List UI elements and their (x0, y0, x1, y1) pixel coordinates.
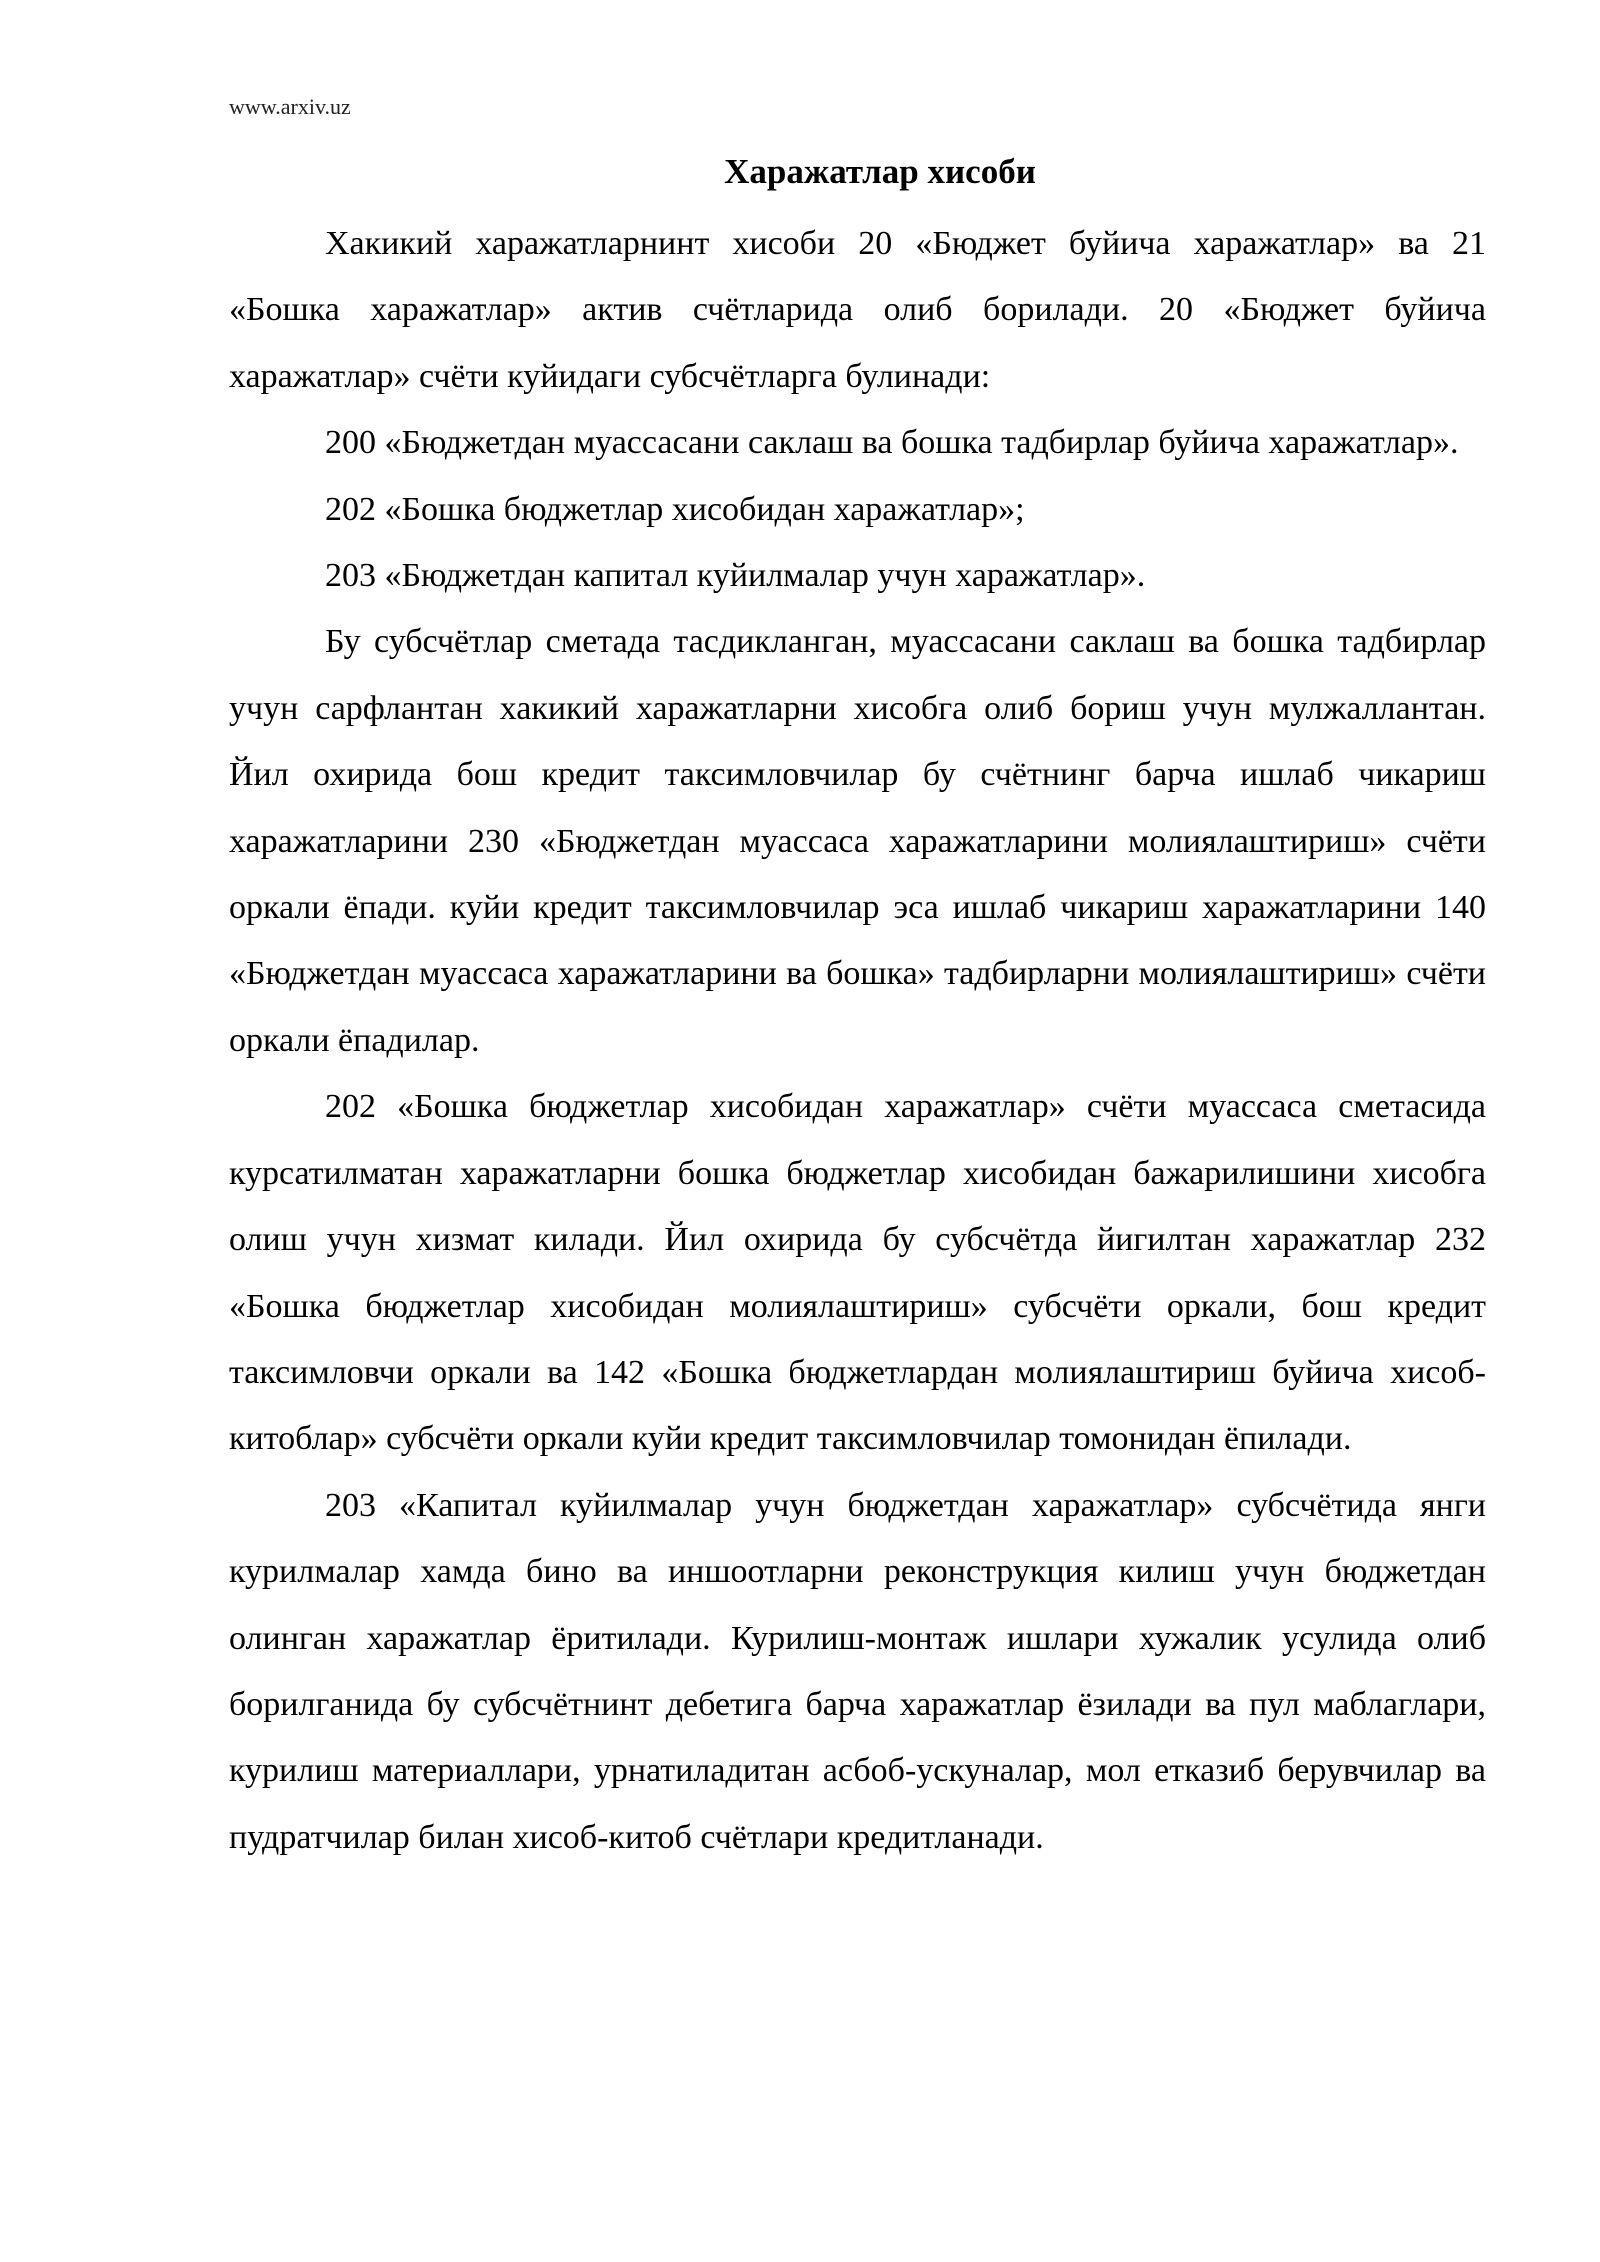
paragraph: 203 «Бюджетдан капитал куйилмалар учун харажатлар». (325, 557, 1146, 595)
paragraph: 203 «Капитал куйилмалар учун бюджетдан харажатлар» субсчётида янги курилмалар хамда бино ва иншоотларни реконструкция килиш учун бюджетдан олинган харажатлар ёритилади. Курилиш-монтаж ишлари хужалик усулида олиб борилганида бу субсчётнинт дебетига барча харажатлар ёзилади ва пул маблаглари, курилиш материаллари, урнатиладитан асбоб-ускуналар, мол етказиб берувчилар ва пудратчилар билан хисоб-китоб счётлари кредитланади. (229, 1486, 1486, 1856)
paragraph: 200 «Бюджетдан муассасани саклаш ва бошка тадбирлар буйича харажатлар». (325, 424, 1459, 462)
document-title: Харажатлар хисоби (724, 152, 1036, 191)
document-body (229, 211, 1486, 1871)
paragraph: 202 «Бошка бюджетлар хисобидан харажатлар» счёти муассаса сметасида курсатилматан харажатларни бошка бюджетлар хисобидан бажарилишини хисобга олиш учун хизмат килади. Йил охирида бу субсчётда йигилтан харажатлар 232 «Бошка бюджетлар хисобидан молиялаштириш» субсчёти оркали, бош кредит таксимловчи оркали ва 142 «Бошка бюджетлардан молиялаштириш буйича хисоб-китоблар» субсчёти оркали куйи кредит таксимловчилар томонидан ёпилади. (229, 1088, 1486, 1458)
paragraph: Хакикий харажатларнинт хисоби 20 «Бюджет буйича харажатлар» ва 21 «Бошка харажатлар» актив счётларида олиб борилади. 20 «Бюджет буйича харажатлар» счёти куйидаги субсчётларга булинади: (229, 225, 1486, 395)
paragraph: 202 «Бошка бюджетлар хисобидан харажатлар»; (325, 490, 1025, 528)
paragraph: Бу субсчётлар сметада тасдикланган, муассасани саклаш ва бошка тадбирлар учун сарфлантан хакикий харажатларни хисобга олиб бориш учун мулжаллантан. Йил охирида бош кредит таксимловчилар бу счётнинг барча ишлаб чикариш харажатларини 230 «Бюджетдан муассаса харажатларини молиялаштириш» счёти оркали ёпади. куйи кредит таксимловчилар эса ишлаб чикариш харажатларини 140 «Бюджетдан муассаса харажатларини ва бошка» тадбирларни молиялаштириш» счёти оркали ёпадилар. (229, 623, 1486, 1059)
header-site-url: www.arxiv.uz (229, 94, 351, 119)
